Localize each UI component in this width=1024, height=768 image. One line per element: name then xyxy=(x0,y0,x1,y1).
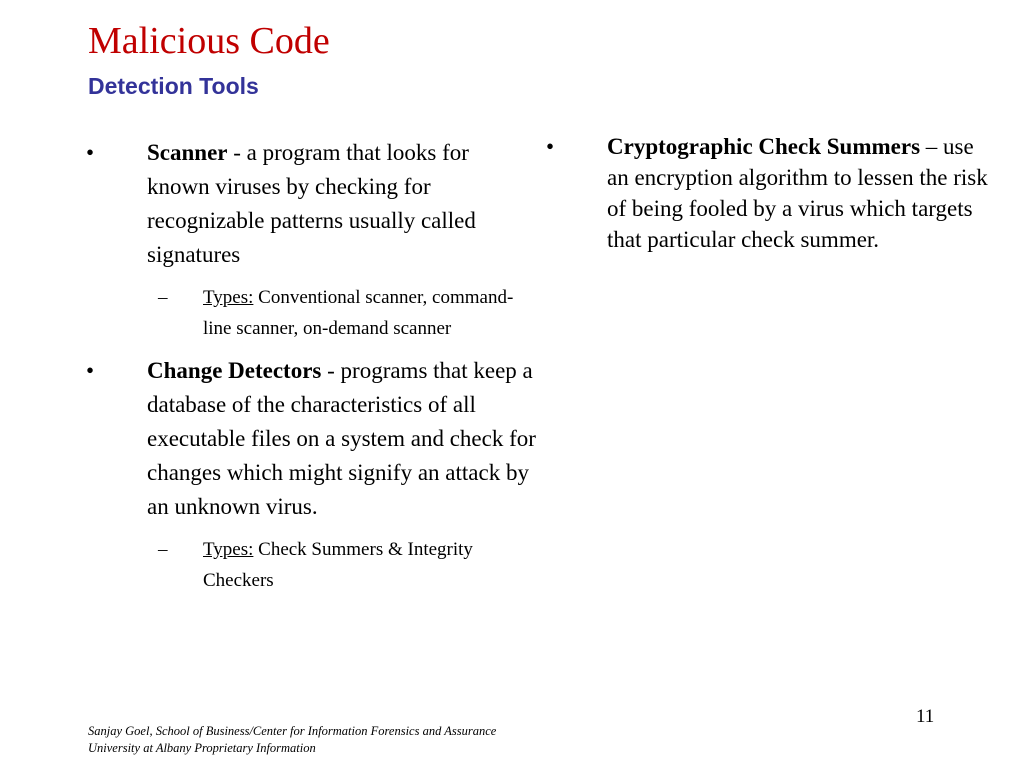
sub-bullet-scanner-types xyxy=(86,282,536,344)
sub-bullet-change-detectors-types xyxy=(86,534,536,596)
sub-bullet-label: Types: xyxy=(203,287,254,308)
footer-line-author: Sanjay Goel, School of Business/Center for Information Forensics and Assurance xyxy=(88,724,497,738)
bullet-marker: • xyxy=(546,134,555,159)
bullet-text: – use an encryption algorithm to lessen the risk of being fooled by a virus which targets that particular check summer. xyxy=(607,134,988,252)
slide-subtitle: Detection Tools xyxy=(88,73,259,99)
footer-line-proprietary: University at Albany Proprietary Information xyxy=(88,741,316,755)
bullet-term: Cryptographic Check Summers xyxy=(607,134,921,159)
left-column xyxy=(86,136,536,606)
sub-bullet-marker: – xyxy=(158,539,168,560)
sub-bullet-label: Types: xyxy=(203,539,254,560)
bullet-cryptographic-check-summers xyxy=(546,131,996,255)
bullet-scanner xyxy=(86,136,536,272)
bullet-marker: • xyxy=(86,358,95,383)
bullet-term: Change Detectors xyxy=(147,358,322,383)
bullet-term: Scanner xyxy=(147,140,228,165)
sub-bullet-marker: – xyxy=(158,287,168,308)
bullet-text: - programs that keep a database of the characteristics of all executable files on a system and check for changes which might signify an attack by an unknown virus. xyxy=(147,358,536,519)
bullet-marker: • xyxy=(86,140,95,165)
sub-bullet-text: Conventional scanner, command-line scanner, on-demand scanner xyxy=(203,287,514,339)
page-number: 11 xyxy=(916,706,935,727)
slide-footer xyxy=(88,723,496,757)
slide-title: Malicious Code xyxy=(88,20,330,62)
sub-bullet-text: Check Summers & Integrity Checkers xyxy=(203,539,473,591)
right-column xyxy=(546,131,996,255)
bullet-change-detectors xyxy=(86,354,536,524)
bullet-text: - a program that looks for known viruses by checking for recognizable patterns usually called signatures xyxy=(147,140,476,267)
